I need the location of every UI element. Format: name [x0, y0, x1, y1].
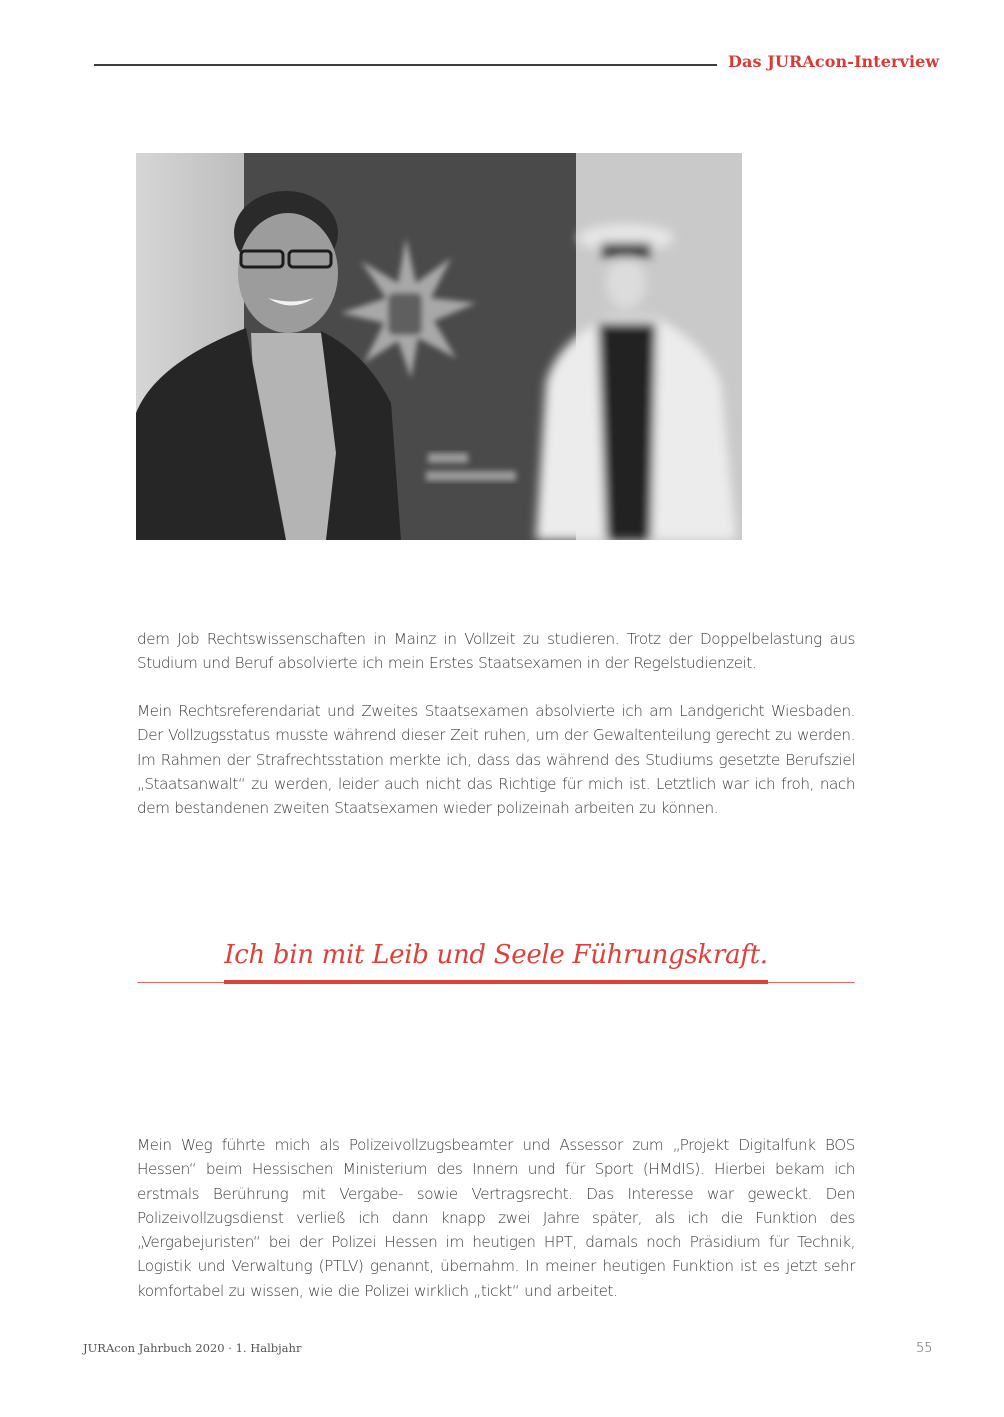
portrait-photo	[136, 153, 742, 540]
paragraph-text: Mein Weg führte mich als Polizeivollzugsbeamter und Assessor zum „Projekt Digitalfunk BOS Hessen“ beim Hessischen Ministerium des Innern und für Sport (HMdIS). Hierbei bekam ich erstmals Berührung mit Vergabe- sowie Vertragsrecht. Das Interesse war geweckt. Den Polizeivollzugsdienst verließ ich dann knapp zwei Jahre später, als ich die Funktion des „Vergabejuristen“ bei der Polizei Hessen im heutigen HPT, damals noch Präsidium für Technik, Logistik und Verwaltung (PTLV) genannt, übernahm. In meiner heutigen Funktion ist es jetzt sehr komfortabel zu wissen, wie die Polizei wirklich „tickt“ und arbeitet.	[137, 1136, 855, 1300]
pull-quote: Ich bin mit Leib und Seele Führungskraft.	[224, 940, 768, 970]
page-number: 55	[916, 1341, 933, 1356]
paragraph-studies	[137, 627, 855, 676]
paragraph-text: Mein Rechtsreferendariat und Zweites Staatsexamen absolvierte ich am Landgericht Wiesbaden. Der Vollzugsstatus musste während dieser Zeit ruhen, um der Gewaltenteilung gerecht zu werden. Im Rahmen der Strafrechtsstation merkte ich, dass das während des Studiums gesetzte Berufsziel „Staatsanwalt“ zu werden, leider auch nicht das Richtige für mich ist. Letztlich war ich froh, nach dem bestandenen zweiten Staatsexamen wieder polizeinah arbeiten zu können.	[137, 702, 855, 818]
paragraph-referendariat	[137, 699, 855, 820]
header-rule	[94, 64, 717, 66]
pull-quote-rule-thick	[224, 980, 768, 984]
paragraph-text: dem Job Rechtswissenschaften in Mainz in Vollzeit zu studieren. Trotz der Doppelbelastung aus Studium und Beruf absolvierte ich mein Erstes Staatsexamen in der Regelstudienzeit.	[137, 630, 855, 673]
footer-publication: JURAcon Jahrbuch 2020 · 1. Halbjahr	[83, 1341, 302, 1355]
paragraph-career	[137, 1133, 855, 1303]
running-header-title: Das JURAcon-Interview	[728, 52, 940, 71]
